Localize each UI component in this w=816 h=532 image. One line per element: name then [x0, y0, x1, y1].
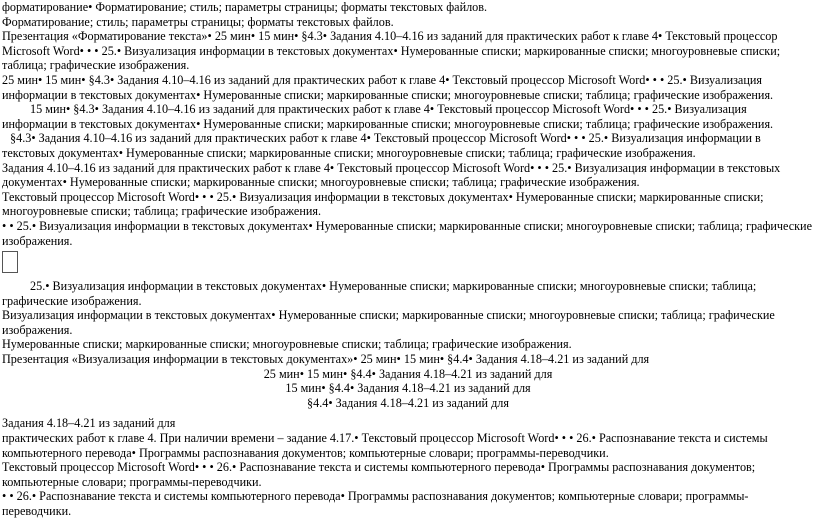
text-line-2: Форматирование; стиль; параметры страницы; форматы текстовых файлов. [2, 14, 394, 29]
text-line-12: Нумерованные списки; маркированные списки; многоуровневые списки; таблица; графические изображения. [2, 337, 572, 352]
text-line-15: 15 мин• §4.4• Задания 4.18–4.21 из заданий для [285, 381, 531, 396]
text-line-11: Визуализация информации в текстовых документах• Нумерованные списки; маркированные списки; многоуровневые списки; таблица; графические изображения. [2, 308, 775, 337]
text-line-5: 15 мин• §4.3• Задания 4.10–4.16 из заданий для практических работ к главе 4• Текстовый процессор Microsoft Word• • • 25.• Визуализация информации в текстовых документах• Нумерованные списки; маркированные списки; многоуровневые списки; таблица; графические изображения. [2, 102, 774, 131]
text-line-6: §4.3• Задания 4.10–4.16 из заданий для практических работ к главе 4• Текстовый процессор Microsoft Word• • • 25.• Визуализация информации в текстовых документах• Нумерованные списки; маркированные списки; многоуровневые списки; таблица; графические изображения. [2, 131, 761, 160]
empty-frame-placeholder [2, 251, 18, 273]
text-line-3: Презентация «Форматирование текста»• 25 мин• 15 мин• §4.3• Задания 4.10–4.16 из заданий для практических работ к главе 4• Текстовый процессор Microsoft Word• • • 25.• Визуализация информации в текстовых документах• Нумерованные списки; маркированные списки; многоуровневые списки; таблица; графические изображения. [2, 29, 781, 73]
text-line-19: Текстовый процессор Microsoft Word• • • 26.• Распознавание текста и системы компьютерного перевода• Программы распознавания документов; компьютерные словари; программы-переводчики. [2, 460, 756, 489]
text-line-4: 25 мин• 15 мин• §4.3• Задания 4.10–4.16 из заданий для практических работ к главе 4• Текстовый процессор Microsoft Word• • • 25.• Визуализация информации в текстовых документах• Нумерованные списки; маркированные списки; многоуровневые списки; таблица; графические изображения. [2, 72, 774, 102]
text-line-18: практических работ к главе 4. При наличии времени – задание 4.17.• Текстовый процессор Microsoft Word• • • 26.• Распознавание текста и системы компьютерного перевода• Программы распознавания документов; компьютерные словари; программы-переводчики. [2, 431, 768, 460]
text-line-17: Задания 4.18–4.21 из заданий для [2, 416, 176, 431]
text-line-14: 25 мин• 15 мин• §4.4• Задания 4.18–4.21 из заданий для [263, 366, 553, 381]
text-line-7: Задания 4.10–4.16 из заданий для практических работ к главе 4• Текстовый процессор Microsoft Word• • • 25.• Визуализация информации в текстовых документах• Нумерованные списки; маркированные списки; многоуровневые списки; таблица; графические изображения. [2, 160, 781, 190]
text-line-1: форматирование• Форматирование; стиль; параметры страницы; форматы текстовых файлов. [2, 0, 488, 14]
text-line-13: Презентация «Визуализация информации в текстовых документах»• 25 мин• 15 мин• §4.4• Задания 4.18–4.21 из заданий для [2, 352, 650, 367]
text-line-9: • • 25.• Визуализация информации в текстовых документах• Нумерованные списки; маркированные списки; многоуровневые списки; таблица; графические изображения. [2, 218, 812, 248]
text-line-10: 25.• Визуализация информации в текстовых документах• Нумерованные списки; маркированные списки; многоуровневые списки; таблица; графические изображения. [2, 279, 757, 308]
text-line-8: Текстовый процессор Microsoft Word• • • 25.• Визуализация информации в текстовых документах• Нумерованные списки; маркированные списки; многоуровневые списки; таблица; графические изображения. [2, 189, 764, 219]
text-line-16: §4.4• Задания 4.18–4.21 из заданий для [307, 395, 509, 410]
text-line-20: • • 26.• Распознавание текста и системы компьютерного перевода• Программы распознавания документов; компьютерные словари; программы-переводчики. [2, 489, 749, 518]
